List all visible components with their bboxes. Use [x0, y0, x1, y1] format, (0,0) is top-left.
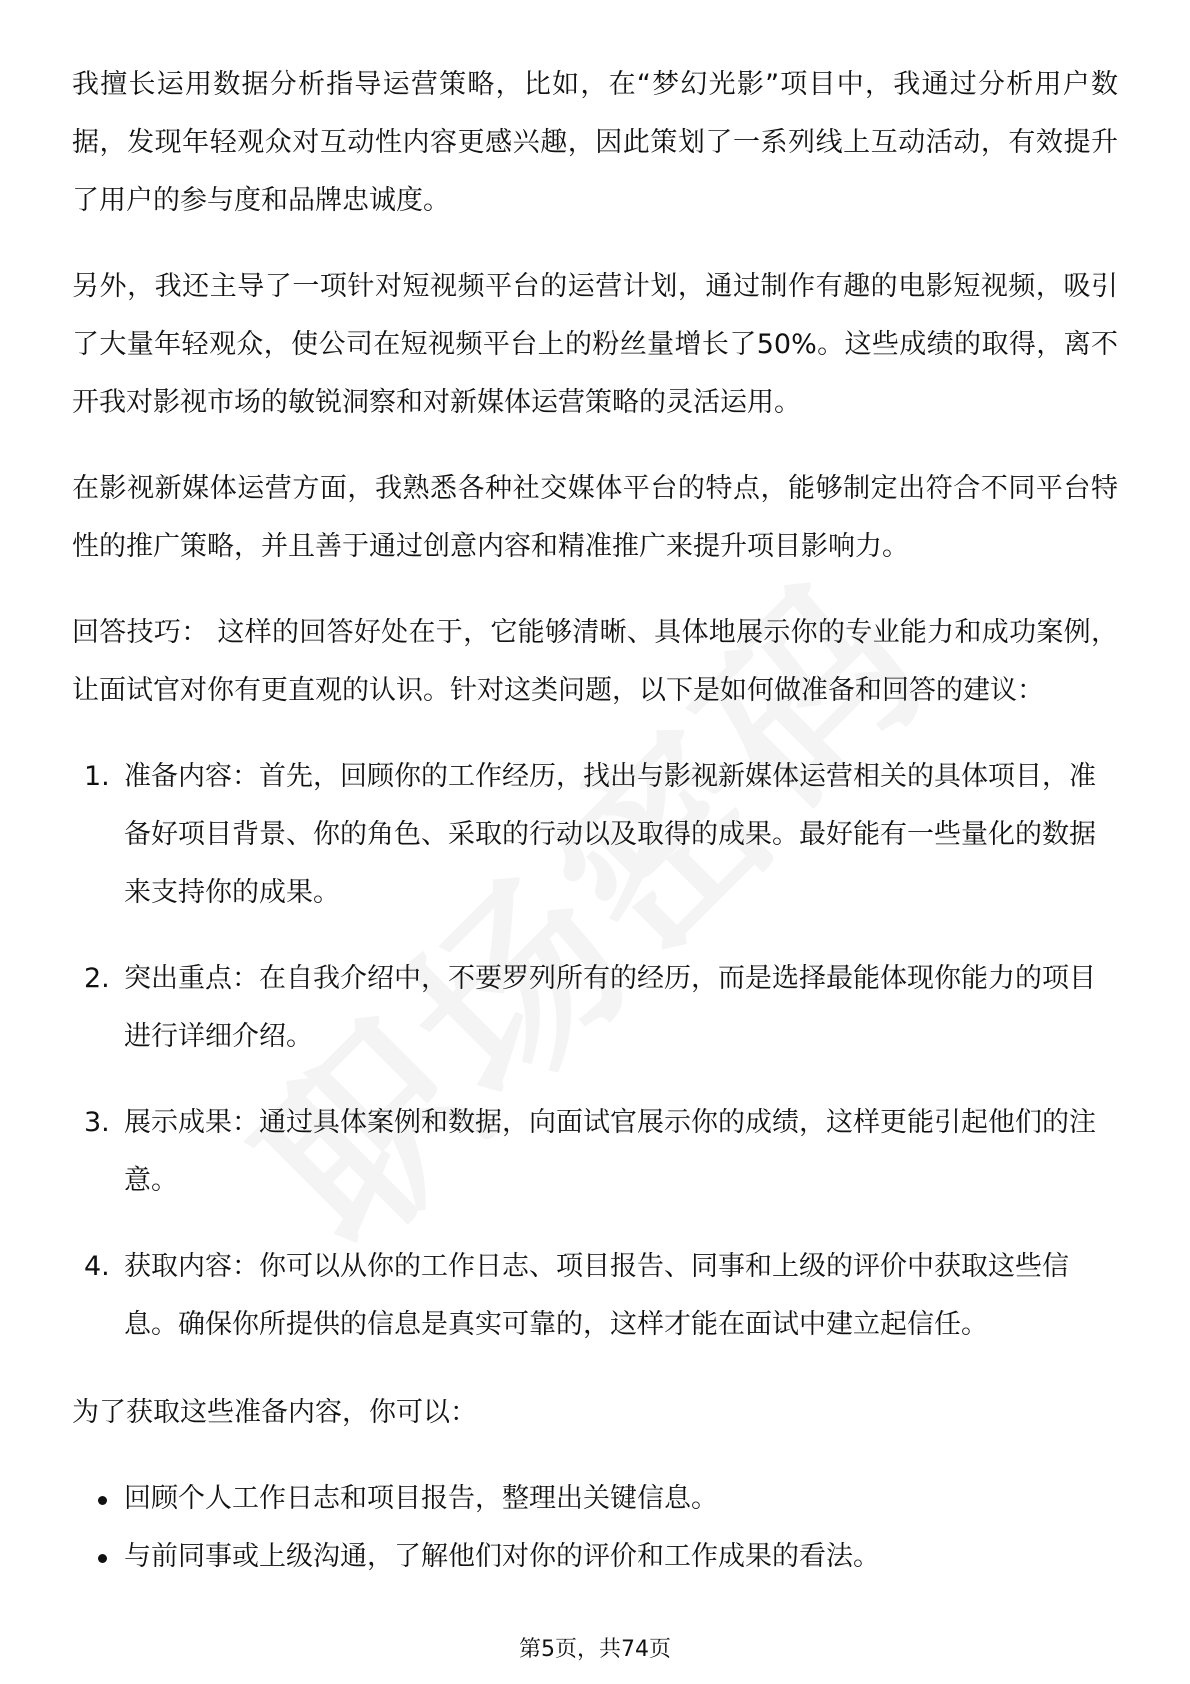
- list-item: [72, 1094, 1118, 1210]
- paragraph-1: 我擅长运用数据分析指导运营策略，比如，在“梦幻光影”项目中，我通过分析用户数据，发现年轻观众对互动性内容更感兴趣，因此策划了一系列线上互动活动，有效提升了用户的参与度和品牌忠诚度。: [72, 69, 1118, 216]
- intro-paragraph: 为了获取这些准备内容，你可以：: [72, 1397, 477, 1428]
- list-item-text: 展示成果：通过具体案例和数据，向面试官展示你的成绩，这样更能引起他们的注意。: [124, 1107, 1096, 1196]
- list-number: 1.: [84, 761, 110, 792]
- list-number: 2.: [84, 963, 110, 994]
- list-number: 4.: [84, 1251, 110, 1282]
- bullet-dot-icon: [98, 1496, 107, 1505]
- bullet-dot-icon: [98, 1554, 107, 1563]
- paragraph-3: 在影视新媒体运营方面，我熟悉各种社交媒体平台的特点，能够制定出符合不同平台特性的推广策略，并且善于通过创意内容和精准推广来提升项目影响力。: [72, 473, 1118, 562]
- steps-list: [72, 748, 1118, 1354]
- answer-tips-paragraph: 回答技巧： 这样的回答好处在于，它能够清晰、具体地展示你的专业能力和成功案例，让面试官对你有更直观的认识。针对这类问题，以下是如何做准备和回答的建议：: [72, 617, 1118, 706]
- page-content: [72, 56, 1118, 1586]
- bullet-item: [72, 1528, 1118, 1586]
- list-item-text: 准备内容：首先，回顾你的工作经历，找出与影视新媒体运营相关的具体项目，准备好项目背景、你的角色、采取的行动以及取得的成果。最好能有一些量化的数据来支持你的成果。: [124, 761, 1096, 908]
- list-item: [72, 748, 1118, 922]
- list-item: [72, 950, 1118, 1066]
- bullet-text: 回顾个人工作日志和项目报告，整理出关键信息。: [124, 1483, 718, 1514]
- bullet-item: [72, 1470, 1118, 1528]
- page-footer: 第5页，共74页: [519, 1637, 671, 1662]
- list-item: [72, 1238, 1118, 1354]
- list-item-text: 突出重点：在自我介绍中，不要罗列所有的经历，而是选择最能体现你能力的项目进行详细介绍。: [124, 963, 1096, 1052]
- bullet-list: [72, 1470, 1118, 1586]
- paragraph-2: 另外，我还主导了一项针对短视频平台的运营计划，通过制作有趣的电影短视频，吸引了大量年轻观众，使公司在短视频平台上的粉丝量增长了50%。这些成绩的取得，离不开我对影视市场的敏锐洞察和对新媒体运营策略的灵活运用。: [72, 271, 1118, 418]
- list-item-text: 获取内容：你可以从你的工作日志、项目报告、同事和上级的评价中获取这些信息。确保你所提供的信息是真实可靠的，这样才能在面试中建立起信任。: [124, 1251, 1069, 1340]
- list-number: 3.: [84, 1107, 110, 1138]
- bullet-text: 与前同事或上级沟通，了解他们对你的评价和工作成果的看法。: [124, 1541, 880, 1572]
